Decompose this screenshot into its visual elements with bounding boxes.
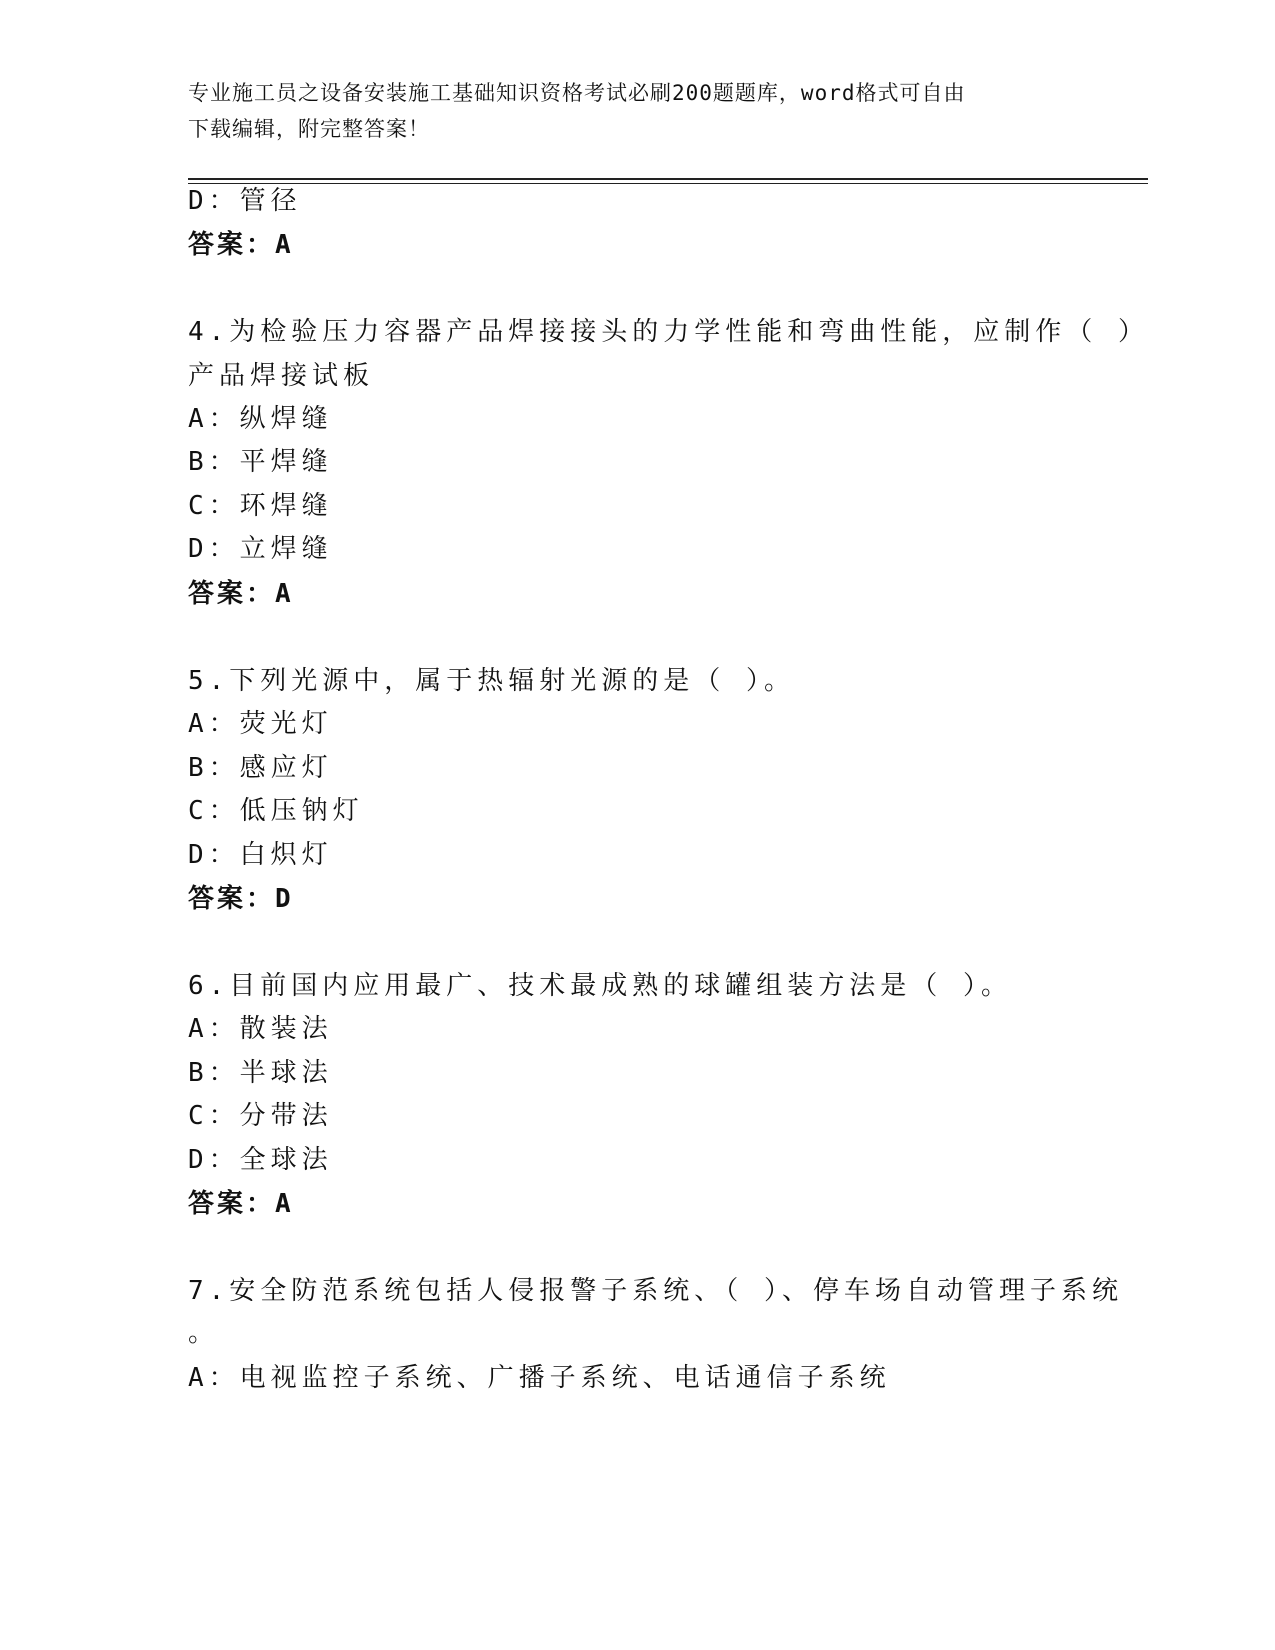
question-6-option-d: D：全球法 [188,1145,333,1175]
prev-option-d: D：管径 [188,186,302,216]
question-5-answer: 答案：D [188,884,294,914]
question-6-answer: 答案：A [188,1189,294,1219]
question-6-option-a: A：散装法 [188,1014,333,1044]
document-header [188,75,1068,147]
question-7-option-a: A：电视监控子系统、广播子系统、电话通信子系统 [188,1363,891,1393]
question-6-option-b: B：半球法 [188,1058,333,1088]
prev-answer: 答案：A [188,230,294,260]
header-line-2: 下载编辑，附完整答案！ [188,117,430,141]
question-4-answer: 答案：A [188,579,294,609]
question-6-text: 6.目前国内应用最广、技术最成熟的球罐组装方法是（ ）。 [188,971,1012,1001]
header-divider-thin [188,183,1148,184]
question-5-option-d: D：白炽灯 [188,840,333,870]
question-5-option-c: C：低压钠灯 [188,796,364,826]
question-6-option-c: C：分带法 [188,1101,333,1131]
question-5-option-a: A：荧光灯 [188,709,333,739]
question-5-text: 5.下列光源中，属于热辐射光源的是（ ）。 [188,666,795,696]
question-4-option-c: C：环焊缝 [188,491,333,521]
question-4-option-b: B：平焊缝 [188,447,333,477]
question-5-option-b: B：感应灯 [188,753,333,783]
header-line-1: 专业施工员之设备安装施工基础知识资格考试必刷200题题库，word格式可自由 [188,81,966,105]
question-4-option-d: D：立焊缝 [188,534,333,564]
question-4-text-line-1: 4.为检验压力容器产品焊接接头的力学性能和弯曲性能，应制作（ ） [188,317,1149,347]
question-4-text-line-2: 产品焊接试板 [188,361,375,391]
question-4-option-a: A：纵焊缝 [188,404,333,434]
question-7-text-line-2: 。 [188,1318,220,1348]
question-7-text-line-1: 7.安全防范系统包括人侵报警子系统、（ ）、停车场自动管理子系统 [188,1276,1123,1306]
header-divider-thick [188,178,1148,180]
